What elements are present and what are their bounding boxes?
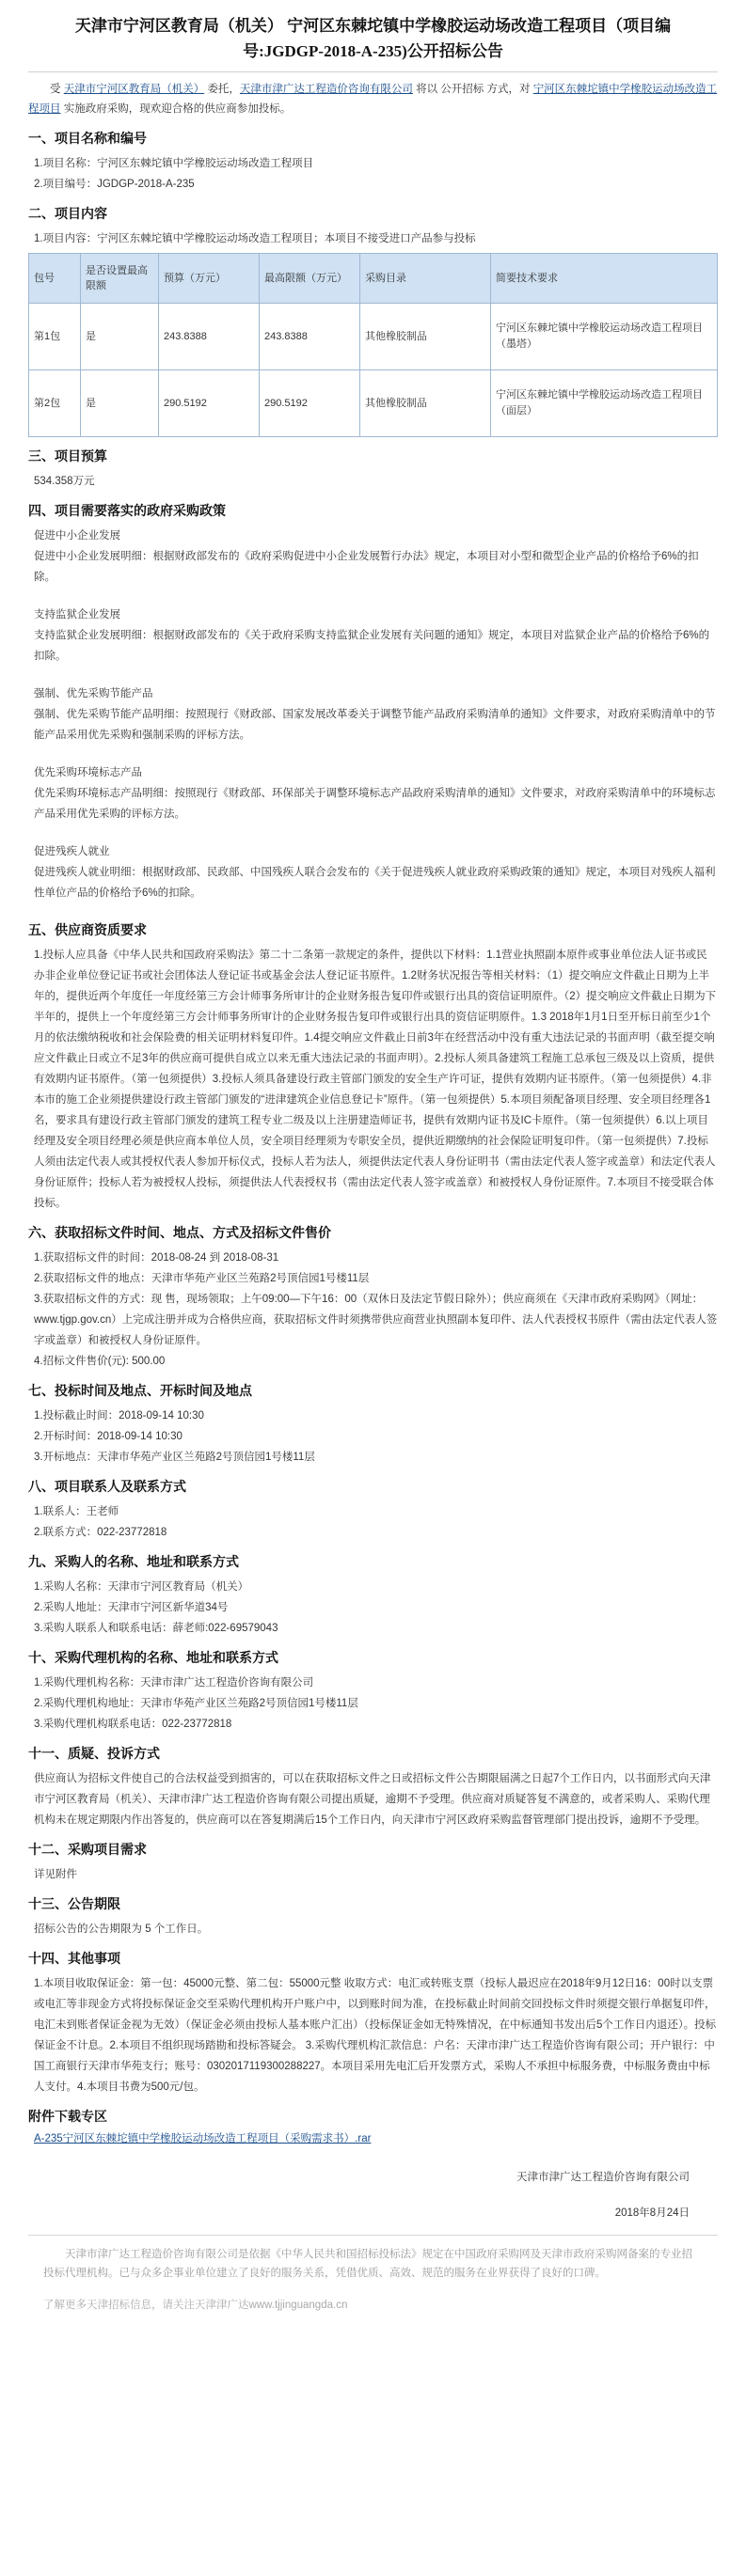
footer-more-info: 了解更多天津招标信息，请关注天津津广达www.tjjinguangda.cn	[43, 2300, 348, 2311]
table-header-row	[29, 254, 718, 304]
intro-agency-link[interactable]: 天津市津广达工程造价咨询有限公司	[239, 84, 413, 95]
section-heading-9: 九、采购人的名称、地址和联系方式	[28, 1554, 239, 1569]
table-header-cell: 简要技术要求	[491, 254, 718, 304]
footer-description: 天津市津广达工程造价咨询有限公司是依据《中华人民共和国招标投标法》规定在中国政府采购网及天津市政府采购网备案的专业招投标代理机构。已与众多企事业单位建立了良好的服务关系，凭借优质、高效、规范的服务在业界获得了良好的口碑。	[43, 2249, 692, 2279]
table-cell: 243.8388	[159, 304, 260, 370]
table-cell: 是	[81, 304, 159, 370]
doc-place-line: 2.获取招标文件的地点：天津市华苑产业区兰苑路2号顶信园1号楼11层	[34, 1273, 370, 1284]
table-row	[29, 304, 718, 370]
section-heading-11: 十一、质疑、投诉方式	[28, 1746, 160, 1761]
purchaser-address-line: 2.采购人地址：天津市宁河区新华道34号	[34, 1602, 229, 1613]
attachment-heading: 附件下载专区	[28, 2109, 107, 2124]
section-heading-14: 十四、其他事项	[28, 1951, 120, 1966]
intro-mid2: 将以 公开招标 方式，对	[412, 84, 533, 95]
intro-mid1: 委托，	[204, 84, 240, 95]
title-divider	[28, 71, 718, 72]
table-header-cell: 包号	[29, 254, 81, 304]
table-cell: 243.8388	[260, 304, 360, 370]
announcement-page	[28, 0, 718, 2315]
intro-after: 实施政府采购，现欢迎合格的供应商参加投标。	[60, 103, 292, 115]
agency-address-line: 2.采购代理机构地址：天津市华苑产业区兰苑路2号顶信园1号楼11层	[34, 1698, 358, 1709]
table-cell: 290.5192	[159, 370, 260, 437]
policy-detail: 促进中小企业发展明细：根据财政部发布的《政府采购促进中小企业发展暂行办法》规定，本项目对小型和微型企业产品的价格给予6%的扣除。	[34, 551, 699, 583]
section-heading-5: 五、供应商资质要求	[28, 922, 147, 937]
section-heading-3: 三、项目预算	[28, 448, 107, 463]
lots-table	[28, 253, 718, 437]
budget-value: 534.358万元	[34, 476, 95, 487]
policy-detail: 强制、优先采购节能产品明细：按照现行《财政部、国家发展改革委关于调整节能产品政府采购清单的通知》文件要求，对政府采购清单中的节能产品采用优先采购和强制采购的评标方法。	[34, 709, 716, 741]
table-row	[29, 370, 718, 437]
signature-company: 天津市津广达工程造价咨询有限公司	[516, 2172, 690, 2183]
table-header-cell: 采购目录	[360, 254, 491, 304]
table-cell: 第2包	[29, 370, 81, 437]
project-name-line: 1.项目名称：宁河区东棘坨镇中学橡胶运动场改造工程项目	[34, 158, 314, 169]
section-heading-6: 六、获取招标文件时间、地点、方式及招标文件售价	[28, 1225, 331, 1240]
table-cell: 宁河区东棘坨镇中学橡胶运动场改造工程项目（墨塔）	[491, 304, 718, 370]
intro-entity-link[interactable]: 天津市宁河区教育局（机关）	[63, 84, 205, 95]
opening-time-line: 2.开标时间：2018-09-14 10:30	[34, 1431, 183, 1442]
requirements-line: 详见附件	[34, 1869, 77, 1880]
policy-title: 强制、优先采购节能产品	[34, 688, 153, 699]
section-heading-8: 八、项目联系人及联系方式	[28, 1479, 186, 1494]
table-cell: 宁河区东棘坨镇中学橡胶运动场改造工程项目（面层）	[491, 370, 718, 437]
project-content-line: 1.项目内容：宁河区东棘坨镇中学橡胶运动场改造工程项目；本项目不接受进口产品参与投标	[34, 233, 476, 244]
table-cell: 其他橡胶制品	[360, 370, 491, 437]
bid-deadline-line: 1.投标截止时间：2018-09-14 10:30	[34, 1410, 204, 1422]
section-heading-10: 十、采购代理机构的名称、地址和联系方式	[28, 1650, 278, 1665]
intro-paragraph	[28, 80, 718, 119]
policy-title: 优先采购环境标志产品	[34, 767, 142, 778]
section-heading-4: 四、项目需要落实的政府采购政策	[28, 503, 226, 518]
doc-time-line: 1.获取招标文件的时间：2018-08-24 到 2018-08-31	[34, 1252, 279, 1264]
table-header-cell: 最高限额（万元）	[260, 254, 360, 304]
section-heading-1: 一、项目名称和编号	[28, 131, 147, 146]
other-matters-text: 1.本项目收取保证金：第一包：45000元整、第二包：55000元整 收取方式：电汇或转账支票（投标人最迟应在2018年9月12日16：00时以支票或电汇等非现金方式将投标保证金交至采购代理机构开户账户中，以到账时间为准，在投标截止时间前交回投标文件时须提交银行单据复印件，电汇未到账者保证金视为无效）（保证金必须由投标人基本账户汇出）（投标保证金如无特殊情况，在中标通知书发出后5个工作日内退还）。投标保证金不计息。2.本项目不组织现场踏勘和投标答疑会。 3.采购代理机构汇款信息：户名：天津市津广达工程造价咨询有限公司；开户银行：中国工商银行天津市华苑支行；账号：0302017119300288227。本项目采用先电汇后开发票方式，采购人不承担中标服务费，中标服务费由中标人支付。4.本项目书费为500元/包。	[34, 1978, 717, 2093]
project-number-line: 2.项目编号：JGDGP-2018-A-235	[34, 179, 195, 190]
footer-divider	[28, 2235, 718, 2236]
policy-detail: 优先采购环境标志产品明细：按照现行《财政部、环保部关于调整环境标志产品政府采购清单的通知》文件要求，对政府采购清单中的环境标志产品采用优先采购的评标方法。	[34, 788, 716, 820]
table-cell: 是	[81, 370, 159, 437]
contact-person-line: 1.联系人：王老师	[34, 1506, 119, 1517]
section-heading-7: 七、投标时间及地点、开标时间及地点	[28, 1383, 252, 1398]
complaint-text: 供应商认为招标文件使自己的合法权益受到损害的，可以在获取招标文件之日或招标文件公告期限届满之日起7个工作日内，以书面形式向天津市宁河区教育局（机关）、天津市津广达工程造价咨询有限公司提出质疑，逾期不予受理。供应商对质疑答复不满意的，或者采购人、采购代理机构未在规定期限内作出答复的，供应商可以在答复期满后15个工作日内，向天津市宁河区政府采购监督管理部门提出投诉，逾期不予受理。	[34, 1773, 711, 1826]
attachment-download-link[interactable]: A-235宁河区东棘坨镇中学橡胶运动场改造工程项目（采购需求书）.rar	[34, 2133, 372, 2144]
table-header-cell: 预算（万元）	[159, 254, 260, 304]
doc-method-line: 3.获取招标文件的方式：现 售，现场领取；上午09:00—下午16：00（双休日及法定节假日除外）；供应商须在《天津市政府采购网》（网址：www.tjgp.gov.cn）上完成注册并成为合格供应商，获取招标文件时须携带供应商营业执照副本复印件、法人代表授权书原件（需由法定代表人签字或盖章）和被授权人身份证原件。	[34, 1294, 718, 1346]
section-heading-12: 十二、采购项目需求	[28, 1842, 147, 1857]
intro-before: 受	[50, 84, 64, 95]
section-heading-13: 十三、公告期限	[28, 1896, 120, 1911]
purchaser-contact-line: 3.采购人联系人和联系电话：薛老师:022-69579043	[34, 1623, 278, 1634]
table-cell: 第1包	[29, 304, 81, 370]
qualification-text: 1.投标人应具备《中华人民共和国政府采购法》第二十二条第一款规定的条件，提供以下材料：1.1营业执照副本原件或事业单位法人证书或民办非企业单位登记证书或社会团体法人登记证书或基金会法人登记证书原件。1.2财务状况报告等相关材料：（1）提交响应文件截止日期为上半年的，提供近两个年度任一年度经第三方会计师事务所审计的企业财务报告复印件或银行出具的资信证明原件。（2）提交响应文件截止日期为下半年的，提供上一个年度经第三方会计师事务所审计的企业财务报告复印件或银行出具的资信证明原件。1.3 2018年1月1日至开标日前至少1个月的依法缴纳税收和社会保险费的相关证明材料复印件。1.4提交响应文件截止日前3年在经营活动中没有重大违法记录的书面声明（截至提交响应文件截止日或立不足3年的供应商可提供自成立以来无重大违法记录的书面声明）。2.投标人须具备建筑工程施工总承包三级及以上资质，提供有效期内证书原件。（第一包须提供）3.投标人须具备建设行政主管部门颁发的安全生产许可证，提供有效期内证书原件。（第一包须提供）4.非本市的施工企业须提供建设行政主管部门颁发的“进津建筑企业信息登记卡”原件。（第一包须提供）5.本项目须配备项目经理、安全项目经理各1名，要求具有建设行政主管部门颁发的建筑工程专业二级及以上注册建造师证书，提供有效期内证书及IC卡原件。（第一包须提供）6.以上项目经理及安全项目经理必须是供应商本单位人员，安全项目经理须为专职安全员，提供近期缴纳的社会保险证明复印件。（第一包须提供）7.投标人须由法定代表人或其授权代表人参加开标仪式，投标人若为法人，须提供法定代表人身份证明书（需由法定代表人签字或盖章）和法定代表人身份证原件；投标人若为被授权人投标，须提供法人代表授权书（需由法定代表人签字或盖章）和被授权人身份证原件。7.本项目不接受联合体投标。	[34, 950, 717, 1209]
agency-name-line: 1.采购代理机构名称：天津市津广达工程造价咨询有限公司	[34, 1677, 314, 1689]
notice-period-line: 招标公告的公告期限为 5 个工作日。	[34, 1924, 209, 1935]
policy-title: 促进中小企业发展	[34, 530, 120, 542]
policy-detail: 促进残疾人就业明细：根据财政部、民政部、中国残疾人联合会发布的《关于促进残疾人就业政府采购政策的通知》规定，本项目对残疾人福利性单位产品的价格给予6%的扣除。	[34, 867, 716, 899]
policy-title: 支持监狱企业发展	[34, 609, 120, 620]
agency-phone-line: 3.采购代理机构联系电话：022-23772818	[34, 1719, 232, 1730]
policy-title: 促进残疾人就业	[34, 846, 110, 857]
contact-phone-line: 2.联系方式：022-23772818	[34, 1527, 167, 1538]
opening-place-line: 3.开标地点：天津市华苑产业区兰苑路2号顶信园1号楼11层	[34, 1452, 315, 1463]
table-cell: 290.5192	[260, 370, 360, 437]
intro-project-link[interactable]: 宁河区东棘坨镇中学橡胶运动场改造工程项目	[28, 84, 718, 115]
policy-detail: 支持监狱企业发展明细：根据财政部发布的《关于政府采购支持监狱企业发展有关问题的通知》规定，本项目对监狱企业产品的价格给予6%的扣除。	[34, 630, 710, 662]
table-cell: 其他橡胶制品	[360, 304, 491, 370]
table-header-cell: 是否设置最高限额	[81, 254, 159, 304]
page-title: 天津市宁河区教育局（机关） 宁河区东棘坨镇中学橡胶运动场改造工程项目（项目编号:JGDGP-2018-A-235)公开招标公告	[74, 17, 672, 60]
doc-price-line: 4.招标文件售价(元): 500.00	[34, 1356, 166, 1367]
signature-date: 2018年8月24日	[614, 2207, 690, 2219]
section-heading-2: 二、项目内容	[28, 206, 107, 221]
purchaser-name-line: 1.采购人名称：天津市宁河区教育局（机关）	[34, 1581, 249, 1593]
